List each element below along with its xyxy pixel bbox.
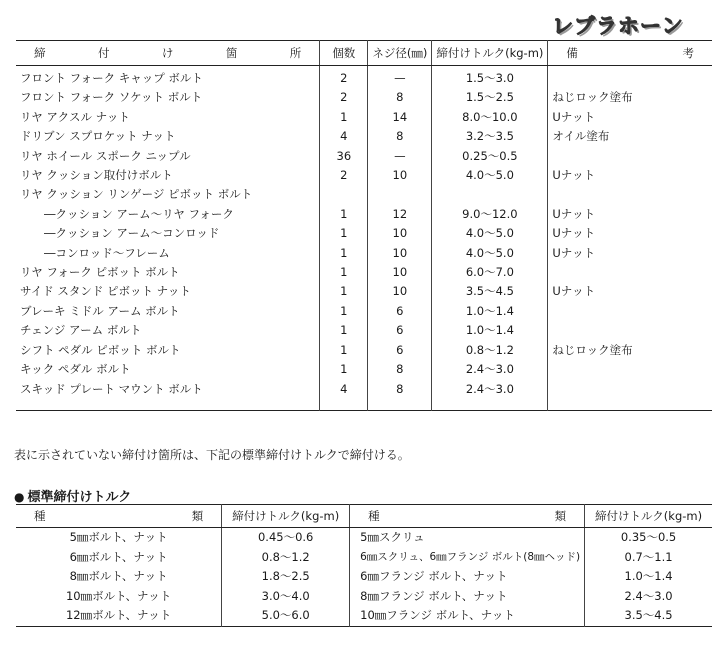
table-row [16,548,712,568]
torque-cell [432,185,548,204]
location-cell: リヤ クッション リンゲージ ピボット ボルト [20,187,253,202]
location-cell: ―クッション アーム～リヤ フォーク [44,206,234,221]
torque-cell-right: 0.7～1.1 [585,548,712,568]
diameter-cell: 10 [368,224,432,243]
table-row [16,341,712,360]
remarks-cell [548,66,712,89]
diameter-cell [368,185,432,204]
type-cell-right: 6㎜スクリュ、6㎜フランジ ボルト(8㎜ヘッド) [350,548,585,568]
table-row [16,302,712,321]
table-header-row [16,505,712,528]
location-cell: キック ペダル ボルト [20,362,131,377]
table-row [16,380,712,411]
header-type-left-text [20,505,217,527]
header-type-right [350,505,585,528]
remarks-cell: ねじロック塗布 [548,341,712,360]
location-cell: リヤ アクスル ナット [20,109,130,124]
torque-cell: 4.0～5.0 [432,224,548,243]
remarks-cell [548,302,712,321]
torque-cell: 4.0～5.0 [432,244,548,263]
quantity-cell: 1 [320,341,368,360]
header-torque-left: 締付けトルク(kg-m) [222,505,350,528]
location-cell: ―コンロッド～フレーム [44,245,170,260]
quantity-cell: 36 [320,147,368,166]
table-row [16,127,712,146]
table-row [16,587,712,607]
location-cell: ブレーキ ミドル アーム ボルト [20,303,180,318]
location-cell: フロント フォーク キャップ ボルト [20,71,203,85]
quantity-cell: 1 [320,224,368,243]
location-cell: チェンジ アーム ボルト [20,323,142,338]
header-remarks-text [552,41,708,65]
standard-torque-table [16,504,712,627]
location-cell: サイド スタンド ピボット ナット [20,284,191,299]
remarks-cell: Uナット [548,166,712,185]
header-type-left-text-char: 種 [34,509,46,523]
location-cell: シフト ペダル ピボット ボルト [20,342,181,357]
header-type-right-text-char: 種 [368,509,380,523]
torque-cell: 0.25～0.5 [432,147,548,166]
torque-cell: 8.0～10.0 [432,108,548,127]
torque-cell: 1.0～1.4 [432,321,548,340]
header-location-text [20,41,315,65]
diameter-cell: 6 [368,302,432,321]
table-row [16,205,712,224]
header-torque: 締付けトルク(kg-m) [432,41,548,66]
table-row [16,567,712,587]
table-row [16,528,712,548]
quantity-cell [320,185,368,204]
type-cell-right: 5㎜スクリュ [350,528,585,548]
diameter-cell: 8 [368,88,432,107]
standard-torque-note: 表に示されていない締付け箇所は、下記の標準締付けトルクで締付ける。 [14,448,410,462]
torque-cell-right: 1.0～1.4 [585,567,712,587]
table-row [16,606,712,626]
torque-cell-left: 1.8～2.5 [222,567,350,587]
header-location-text-char: 所 [289,46,302,60]
quantity-cell: 1 [320,360,368,379]
quantity-cell: 2 [320,166,368,185]
remarks-cell [548,360,712,379]
table-row [16,185,712,204]
diameter-cell: 10 [368,263,432,282]
type-cell-left: 5㎜ボルト、ナット [69,530,168,544]
remarks-cell: ねじロック塗布 [548,88,712,107]
type-cell-right: 8㎜フランジ ボルト、ナット [350,587,585,607]
diameter-cell: 10 [368,282,432,301]
diameter-cell: 8 [368,127,432,146]
table-row [16,263,712,282]
location-cell: ―クッション アーム～コンロッド [44,226,220,241]
table-row [16,282,712,301]
remarks-cell: Uナット [548,244,712,263]
torque-spec-table [16,40,712,411]
remarks-cell: Uナット [548,108,712,127]
quantity-cell: 2 [320,88,368,107]
header-location-text-char: 箇 [225,46,238,60]
header-remarks [548,41,712,66]
header-thread-diameter: ネジ径(㎜) [368,41,432,66]
diameter-cell: 10 [368,244,432,263]
header-quantity: 個数 [320,41,368,66]
type-cell-left: 10㎜ボルト、ナット [65,588,172,603]
torque-cell-left: 0.45～0.6 [222,528,350,548]
diameter-cell: 12 [368,205,432,224]
diameter-cell: 14 [368,108,432,127]
table-row [16,166,712,185]
torque-cell: 3.5～4.5 [432,282,548,301]
quantity-cell: 4 [320,127,368,146]
table-row [16,88,712,107]
section-title [14,486,131,505]
remarks-cell: Uナット [548,224,712,243]
torque-cell-right: 2.4～3.0 [585,587,712,607]
torque-cell: 1.0～1.4 [432,302,548,321]
section-title-text: 標準締付けトルク [27,490,132,505]
diameter-cell: 6 [368,321,432,340]
type-cell-left: 8㎜ボルト、ナット [69,569,168,583]
table-row [16,224,712,243]
torque-cell: 1.5～3.0 [432,66,548,89]
header-location-text-char: 付 [97,46,110,60]
quantity-cell: 1 [320,263,368,282]
header-remarks-text-char: 備 [566,46,578,60]
header-location-text-char: け [161,46,174,60]
header-location-text-char: 締 [34,46,46,60]
remarks-cell [548,380,712,411]
table-row [16,321,712,340]
torque-cell: 3.2～3.5 [432,127,548,146]
table-row [16,244,712,263]
torque-cell-left: 0.8～1.2 [222,548,350,568]
remarks-cell: Uナット [548,205,712,224]
location-cell: スキッド プレート マウント ボルト [20,381,203,396]
quantity-cell: 1 [320,205,368,224]
table-header-row [16,41,712,66]
header-type-right-text-char: 類 [554,509,567,523]
torque-cell: 4.0～5.0 [432,166,548,185]
location-cell: フロント フォーク ソケット ボルト [20,90,203,105]
remarks-cell [548,263,712,282]
quantity-cell: 4 [320,380,368,411]
header-remarks-text-char: 考 [682,46,694,60]
quantity-cell: 1 [320,108,368,127]
diameter-cell: 6 [368,341,432,360]
quantity-cell: 1 [320,244,368,263]
header-location [16,41,320,66]
header-type-left [16,505,222,528]
torque-cell: 2.4～3.0 [432,380,548,411]
diameter-cell: — [368,66,432,89]
location-cell: ドリブン スプロケット ナット [20,129,176,144]
torque-cell: 9.0～12.0 [432,205,548,224]
brand-stamp: レブラホーン [552,14,684,38]
header-type-right-text [354,505,580,527]
type-cell-left: 6㎜ボルト、ナット [69,549,168,564]
remarks-cell: オイル塗布 [548,127,712,146]
torque-cell-right: 0.35～0.5 [585,528,712,548]
remarks-cell: Uナット [548,282,712,301]
location-cell: リヤ ホイール スポーク ニップル [20,148,191,163]
quantity-cell: 1 [320,282,368,301]
type-cell-left: 12㎜ボルト、ナット [65,608,172,622]
header-torque-right: 締付けトルク(kg-m) [585,505,712,528]
diameter-cell: 8 [368,360,432,379]
remarks-cell [548,321,712,340]
type-cell-right: 10㎜フランジ ボルト、ナット [350,606,585,626]
location-cell: リヤ フォーク ピボット ボルト [20,265,180,280]
quantity-cell: 1 [320,321,368,340]
quantity-cell: 1 [320,302,368,321]
remarks-cell [548,147,712,166]
header-type-left-text-char: 類 [191,509,204,523]
quantity-cell: 2 [320,66,368,89]
table-row [16,108,712,127]
table-row [16,360,712,379]
remarks-cell [548,185,712,204]
diameter-cell: — [368,147,432,166]
torque-cell-left: 5.0～6.0 [222,606,350,626]
torque-cell-left: 3.0～4.0 [222,587,350,607]
table-row [16,147,712,166]
diameter-cell: 10 [368,166,432,185]
table-row [16,66,712,89]
location-cell: リヤ クッション取付けボルト [20,168,173,183]
torque-cell: 6.0～7.0 [432,263,548,282]
torque-cell-right: 3.5～4.5 [585,606,712,626]
torque-cell: 1.5～2.5 [432,88,548,107]
bullet-icon: ● [14,490,25,504]
torque-cell: 2.4～3.0 [432,360,548,379]
diameter-cell: 8 [368,380,432,411]
type-cell-right: 6㎜フランジ ボルト、ナット [350,567,585,587]
torque-cell: 0.8～1.2 [432,341,548,360]
